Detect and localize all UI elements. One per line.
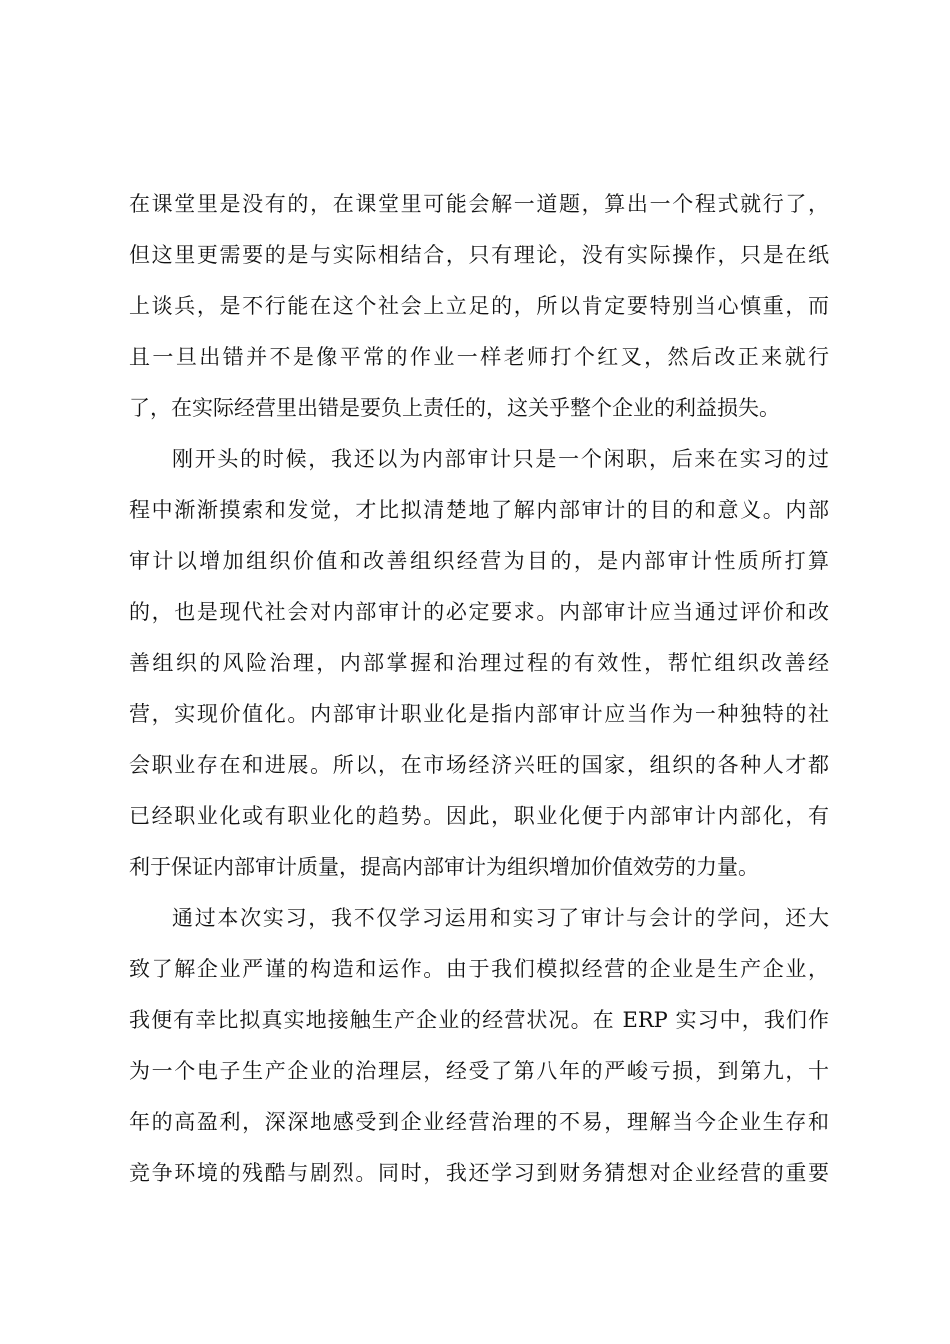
text-line: 为一个电子生产企业的治理层，经受了第八年的严峻亏损，到第九，十 [129, 1059, 829, 1083]
paragraph-first-line: 刚开头的时候，我还以为内部审计只是一个闲职，后来在实习的过 [172, 447, 829, 471]
text-line: 我便有幸比拟真实地接触生产企业的经营状况。在 ERP 实习中，我们作 [129, 1008, 829, 1032]
text-line: 了，在实际经营里出错是要负上责任的，这关乎整个企业的利益损失。 [129, 396, 780, 420]
text-line: 会职业存在和进展。所以，在市场经济兴旺的国家，组织的各种人才都 [129, 753, 829, 777]
paragraph-first-line: 通过本次实习，我不仅学习运用和实习了审计与会计的学问，还大 [172, 906, 829, 930]
text-line: 审计以增加组织价值和改善组织经营为目的，是内部审计性质所打算 [129, 549, 829, 573]
text-line: 利于保证内部审计质量，提高内部审计为组织增加价值效劳的力量。 [129, 855, 759, 879]
text-line: 且一旦出错并不是像平常的作业一样老师打个红叉，然后改正来就行 [129, 345, 829, 369]
text-line: 善组织的风险治理，内部掌握和治理过程的有效性，帮忙组织改善经 [129, 651, 829, 675]
text-line: 但这里更需要的是与实际相结合，只有理论，没有实际操作，只是在纸 [129, 243, 829, 267]
text-line: 年的高盈利，深深地感受到企业经营治理的不易，理解当今企业生存和 [129, 1110, 829, 1134]
text-line: 竞争环境的残酷与剧烈。同时，我还学习到财务猜想对企业经营的重要 [129, 1161, 829, 1185]
text-line: 营，实现价值化。内部审计职业化是指内部审计应当作为一种独特的社 [129, 702, 829, 726]
text-line: 上谈兵，是不行能在这个社会上立足的，所以肯定要特别当心慎重，而 [129, 294, 829, 318]
text-line: 的，也是现代社会对内部审计的必定要求。内部审计应当通过评价和改 [129, 600, 829, 624]
text-line: 在课堂里是没有的，在课堂里可能会解一道题，算出一个程式就行了， [129, 192, 829, 216]
text-line: 致了解企业严谨的构造和运作。由于我们模拟经营的企业是生产企业， [129, 957, 829, 981]
text-line: 程中渐渐摸索和发觉，才比拟清楚地了解内部审计的目的和意义。内部 [129, 498, 829, 522]
text-line: 已经职业化或有职业化的趋势。因此，职业化便于内部审计内部化，有 [129, 804, 829, 828]
